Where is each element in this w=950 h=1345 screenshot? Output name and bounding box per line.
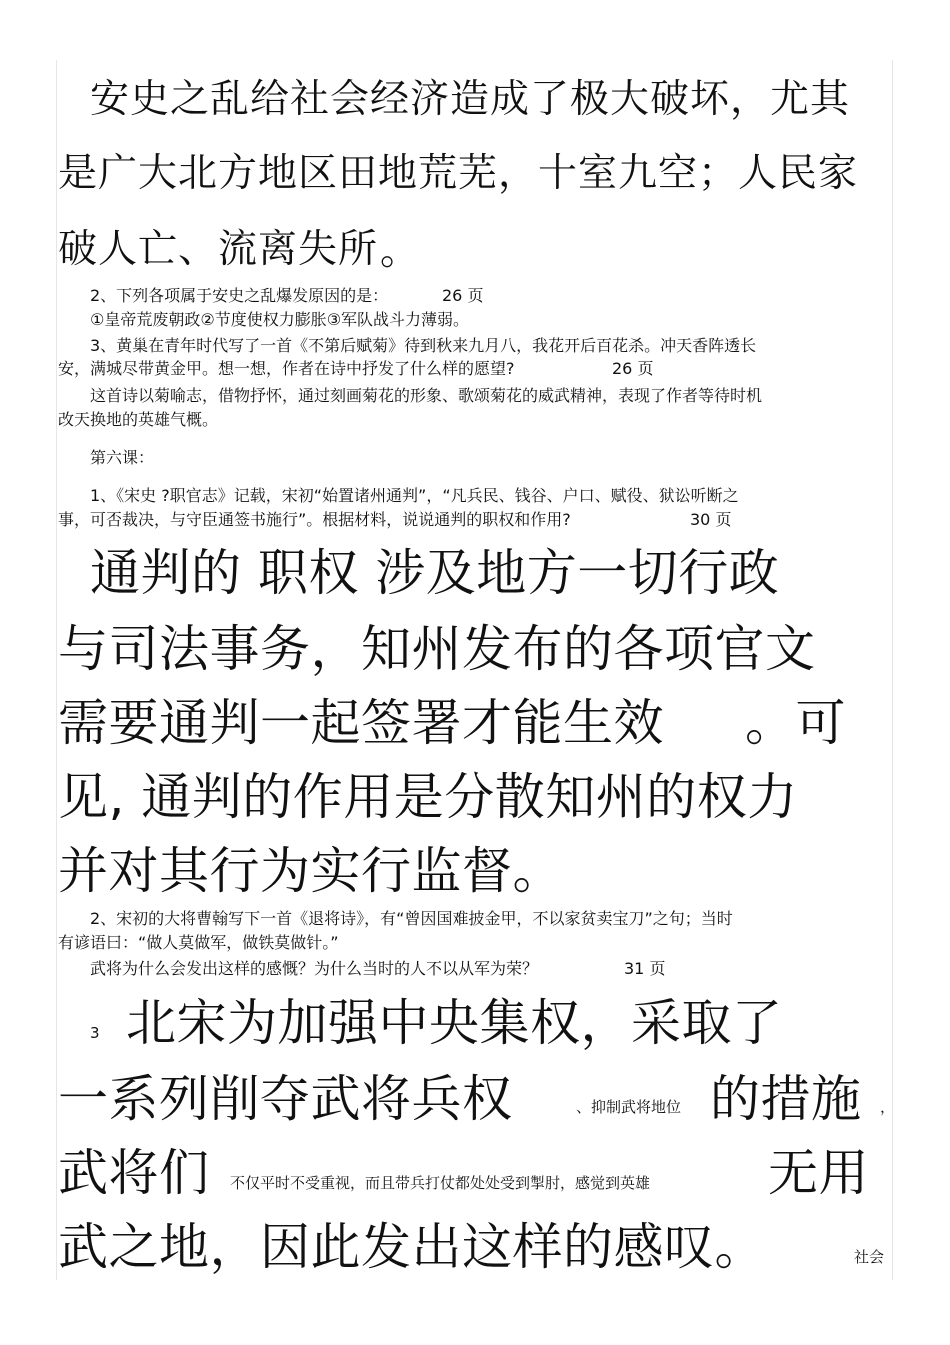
answer-inline-small: 不仅平时不受重视，而且带兵打仗都处处受到掣肘，感觉到英雄 — [230, 1174, 651, 1192]
answer-line: 破人亡、流离失所 — [58, 227, 379, 272]
answer-line: 无用 — [768, 1144, 869, 1202]
answer-line: 并对其行为实行监督。 — [58, 842, 563, 900]
question-2: 2、宋初的大将曹翰写下一首《退将诗》，有“曾因国难披金甲，不以家贫卖宝刀”之句；当时 — [90, 909, 733, 928]
question-2: 有谚语曰：“做人莫做军，做铁莫做针。” — [58, 933, 339, 952]
answer-line: 武之地，因此发出这样的感叹。 — [58, 1218, 765, 1276]
answer-line: 武将们 — [58, 1144, 210, 1202]
page-ref: 30 页 — [690, 510, 732, 529]
answer-line: 见, 通判的作用是分散知州的权力 — [58, 768, 798, 826]
question-3: 安，满城尽带黄金甲。想一想，作者在诗中抒发了什么样的愿望? — [58, 359, 515, 378]
answer-line: 需要通判一起签署才能生效 — [58, 694, 664, 752]
question-2-answer: ①皇帝荒废朝政②节度使权力膨胀③军队战斗力薄弱。 — [90, 310, 470, 329]
answer-line: 是广大北方地区田地荒芜，十室九空；人民家 — [58, 151, 859, 196]
page-left-border — [56, 60, 57, 1280]
answer-line: 北宋为加强中央集权，采取了 — [126, 994, 783, 1052]
question-2: 2、下列各项属于安史之乱爆发原因的是： — [90, 286, 389, 305]
answer-line: 通判的 职权 涉及地方一切行政 — [90, 544, 780, 602]
question-3: 3、黄巢在青年时代写了一首《不第后赋菊》待到秋来九月八，我花开后百花杀。冲天香阵透长 — [90, 336, 757, 355]
answer-line: 一系列削夺武将兵权 — [58, 1070, 513, 1128]
page-ref: 31 页 — [624, 959, 666, 978]
question-2: 武将为什么会发出这样的感慨？为什么当时的人不以从军为荣？ — [90, 959, 539, 978]
question-1: 事，可否裁决，与守臣通签书施行”。根据材料，说说通判的职权和作用? — [58, 510, 571, 529]
answer-inline-small: 、抑制武将地位 — [576, 1098, 682, 1116]
answer-line-tail: 。可 — [745, 694, 846, 752]
answer-line: 安史之乱给社会经济造成了极大破坏，尤其 — [90, 77, 851, 122]
answer-line: 的措施 — [710, 1070, 862, 1128]
answer-inline-small: ， — [880, 1098, 896, 1116]
question-3-answer: 改天换地的英雄气概。 — [58, 410, 219, 429]
question-3-answer: 这首诗以菊喻志，借物抒怀，通过刻画菊花的形象、歌颂菊花的威武精神，表现了作者等待时机 — [90, 386, 763, 405]
page-ref: 26 页 — [442, 286, 484, 305]
answer-period: 。 — [380, 229, 421, 274]
answer-inline-small: 社会 — [854, 1248, 885, 1266]
item-number: 3 — [90, 1024, 100, 1042]
lesson-heading: 第六课： — [90, 448, 155, 467]
question-1: 1、《宋史 ?职官志》记载，宋初“始置诸州通判”，“凡兵民、钱谷、户口、赋役、狱讼听断之 — [90, 486, 739, 505]
page-ref: 26 页 — [612, 359, 654, 378]
page-right-border — [892, 60, 893, 1280]
answer-line: 与司法事务，知州发布的各项官文 — [58, 620, 816, 678]
